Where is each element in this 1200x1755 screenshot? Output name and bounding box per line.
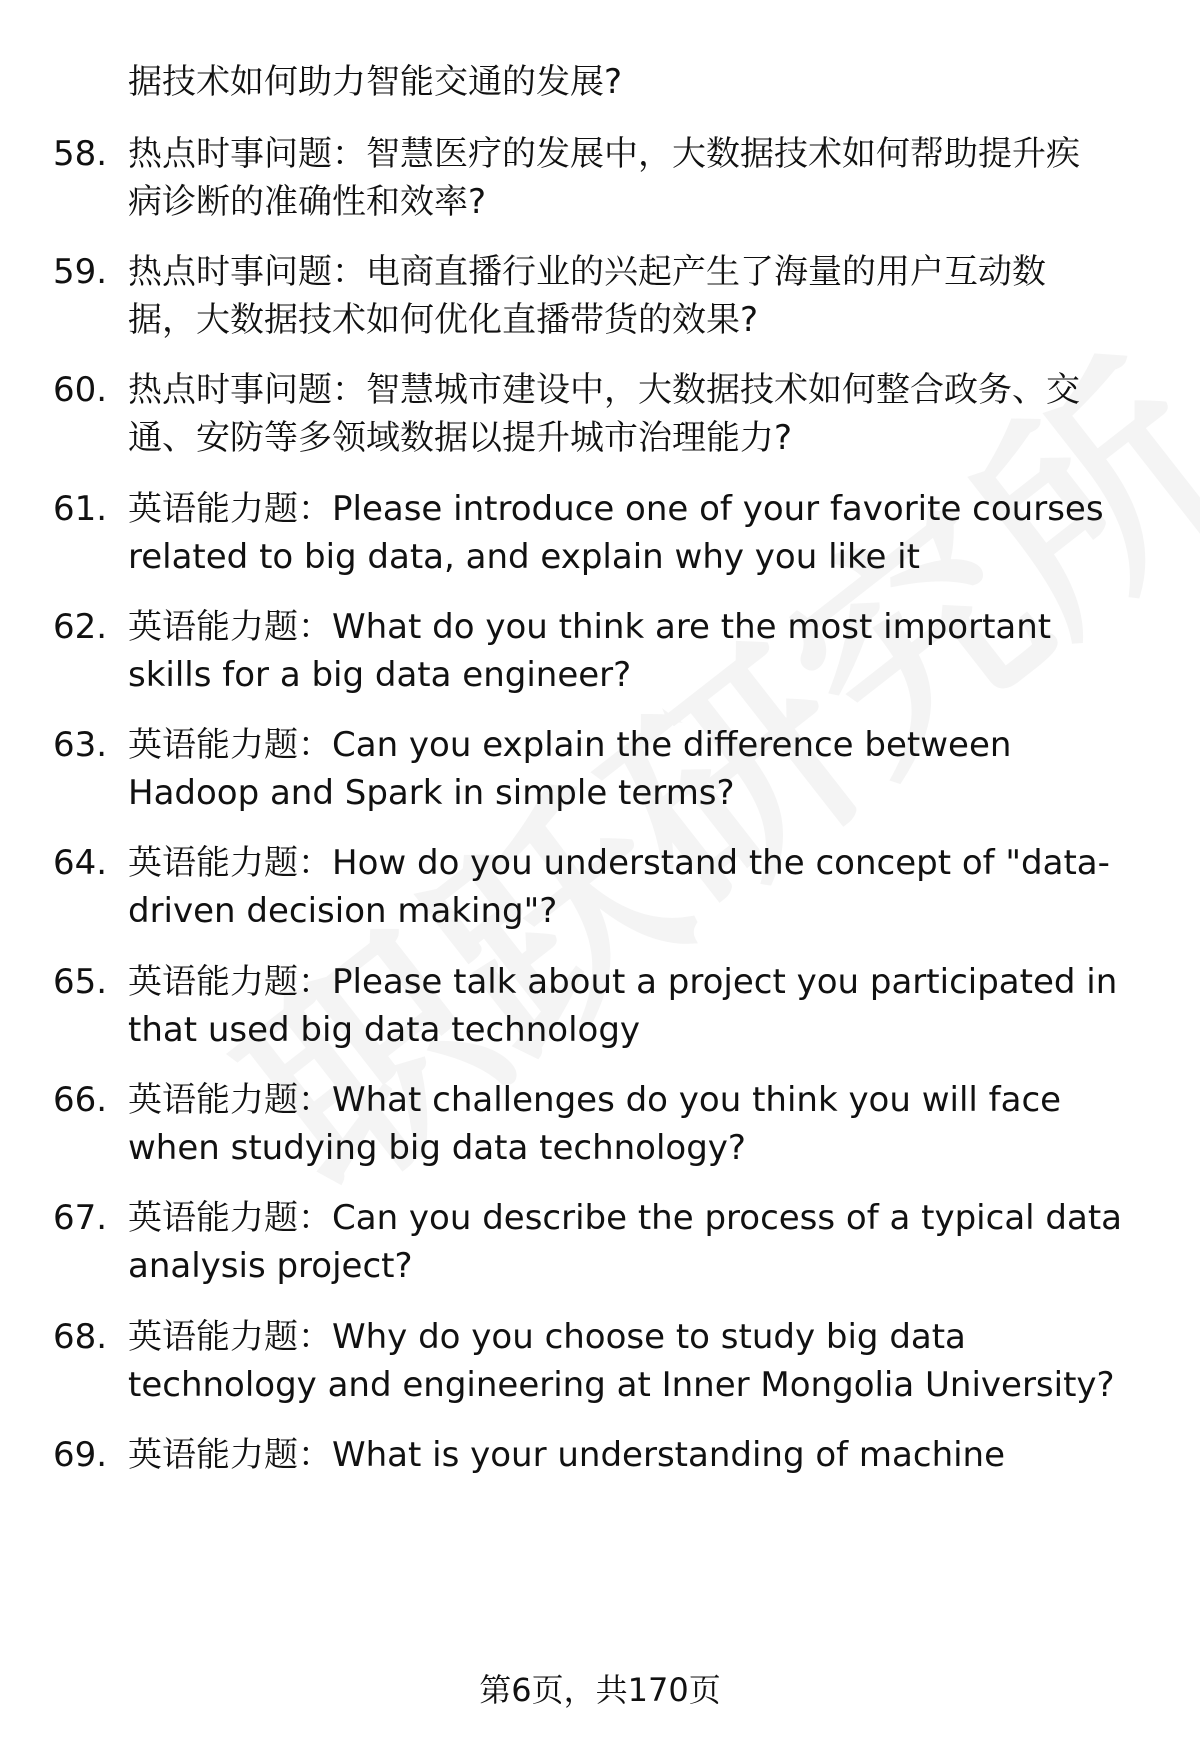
question-line: 英语能力题：Why do you choose to study big data <box>128 1317 966 1357</box>
question-line: skills for a big data engineer? <box>128 655 632 695</box>
question-line: 英语能力题：What is your understanding of machine <box>128 1435 1006 1475</box>
question-line: 据，大数据技术如何优化直播带货的效果? <box>128 300 759 340</box>
question-number: 67. <box>53 1198 108 1238</box>
question-text <box>128 721 1148 817</box>
question-text <box>128 603 1148 699</box>
question-number: 64. <box>53 843 108 883</box>
question-number: 62. <box>53 607 108 647</box>
question-text <box>128 366 1148 462</box>
question-text <box>128 1194 1148 1290</box>
question-line: 英语能力题：Please talk about a project you participated in <box>128 962 1118 1002</box>
question-number: 66. <box>53 1080 108 1120</box>
question-line: 英语能力题：What challenges do you think you will face <box>128 1080 1062 1120</box>
page-footer: 第6页，共170页 <box>479 1671 721 1709</box>
question-line: 英语能力题：What do you think are the most important <box>128 607 1052 647</box>
question-line: technology and engineering at Inner Mongolia University? <box>128 1365 1115 1405</box>
question-number: 63. <box>53 725 108 765</box>
question-text <box>128 958 1148 1054</box>
question-line: 英语能力题：Can you describe the process of a typical data <box>128 1198 1122 1238</box>
question-line: 热点时事问题：智慧医疗的发展中，大数据技术如何帮助提升疾 <box>128 134 1080 174</box>
question-line: 通、安防等多领域数据以提升城市治理能力? <box>128 418 793 458</box>
question-line: 热点时事问题：电商直播行业的兴起产生了海量的用户互动数 <box>128 252 1046 292</box>
question-number: 58. <box>53 134 108 174</box>
question-text <box>128 1076 1148 1172</box>
question-number: 68. <box>53 1317 108 1357</box>
question-number: 69. <box>53 1435 108 1475</box>
question-number: 59. <box>53 252 108 292</box>
question-number: 60. <box>53 370 108 410</box>
question-line: analysis project? <box>128 1246 413 1286</box>
question-number: 61. <box>53 489 108 529</box>
question-line: related to big data, and explain why you like it <box>128 537 920 577</box>
question-line: 英语能力题：Can you explain the difference between <box>128 725 1012 765</box>
question-line: that used big data technology <box>128 1010 641 1050</box>
continuation-text: 据技术如何助力智能交通的发展? <box>128 62 623 102</box>
question-line: 热点时事问题：智慧城市建设中，大数据技术如何整合政务、交 <box>128 370 1080 410</box>
question-line: 英语能力题：Please introduce one of your favorite courses <box>128 489 1104 529</box>
question-text <box>128 248 1148 344</box>
question-line: when studying big data technology? <box>128 1128 746 1168</box>
question-text <box>128 1313 1148 1409</box>
question-line: 病诊断的准确性和效率? <box>128 182 487 222</box>
question-line: 英语能力题：How do you understand the concept of "data- <box>128 843 1110 883</box>
question-text <box>128 839 1148 935</box>
question-text <box>128 130 1148 226</box>
question-text <box>128 485 1148 581</box>
question-line: driven decision making"? <box>128 891 558 931</box>
question-text <box>128 1431 1148 1479</box>
question-line: Hadoop and Spark in simple terms? <box>128 773 735 813</box>
question-number: 65. <box>53 962 108 1002</box>
